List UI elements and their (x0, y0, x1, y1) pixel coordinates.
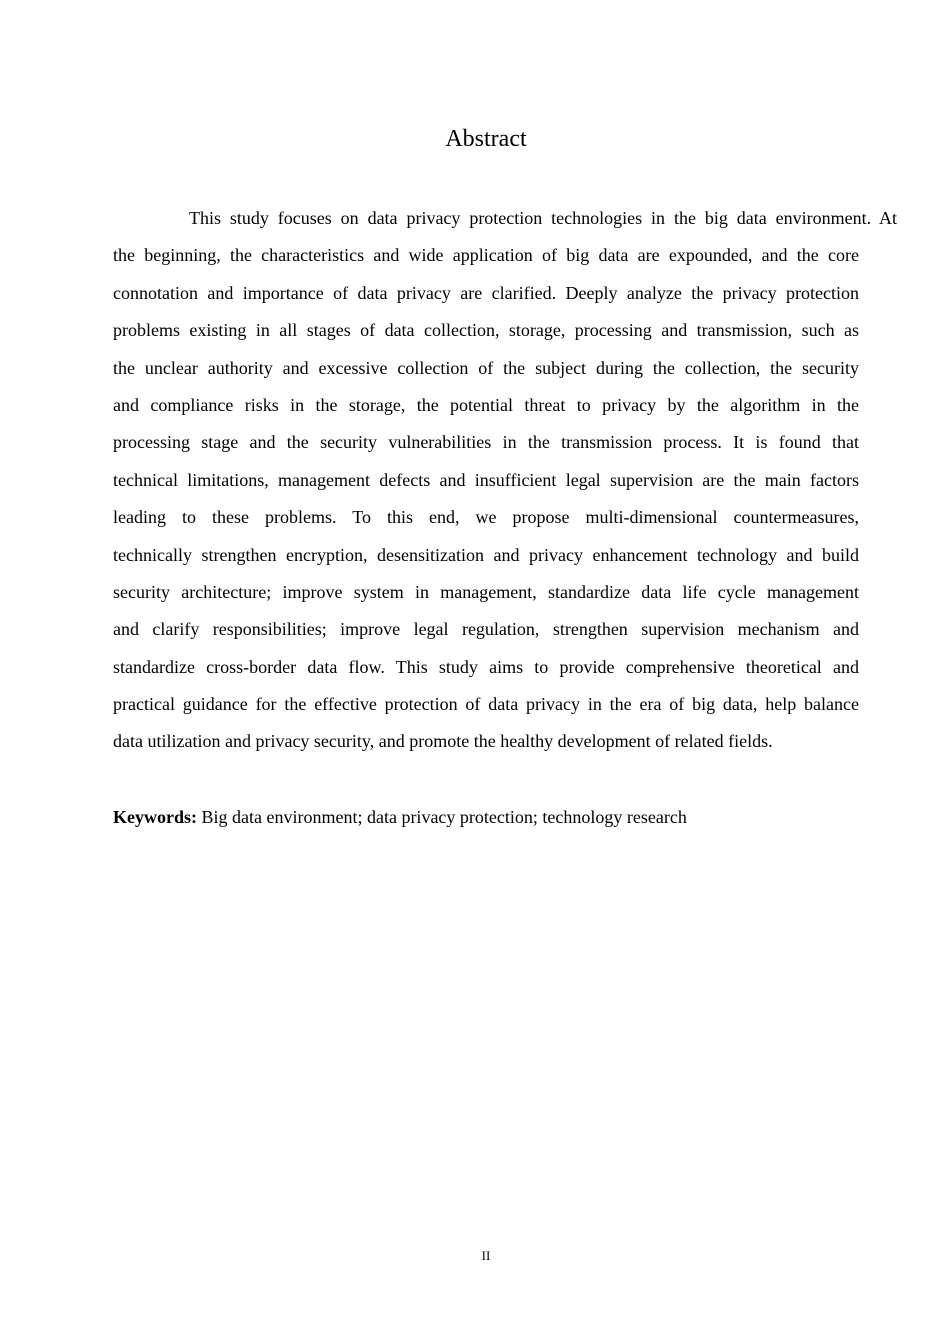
abstract-line: the beginning, the characteristics and wide application of big data are expounded, and the core (113, 245, 859, 266)
page-title: Abstract (445, 126, 527, 152)
abstract-line: standardize cross-border data flow. This study aims to provide comprehensive theoretical and (113, 656, 859, 677)
abstract-line: data utilization and privacy security, and promote the healthy development of related fields. (113, 731, 773, 752)
page-number: II (481, 1248, 491, 1263)
abstract-line: problems existing in all stages of data collection, storage, processing and transmission, such as (113, 320, 859, 341)
abstract-line: technical limitations, management defects and insufficient legal supervision are the main factors (113, 469, 859, 490)
abstract-line: technically strengthen encryption, desensitization and privacy enhancement technology and build (113, 544, 859, 565)
abstract-body (113, 200, 897, 761)
abstract-line: processing stage and the security vulnerabilities in the transmission process. It is found that (113, 432, 859, 453)
abstract-line: security architecture; improve system in management, standardize data life cycle management (113, 581, 859, 602)
abstract-line: the unclear authority and excessive collection of the subject during the collection, the security (113, 357, 859, 378)
abstract-line: practical guidance for the effective protection of data privacy in the era of big data, help balance (113, 694, 859, 715)
keywords (113, 804, 687, 830)
abstract-line: leading to these problems. To this end, we propose multi-dimensional countermeasures, (113, 507, 859, 528)
abstract-line: This study focuses on data privacy protection technologies in the big data environment. At (189, 208, 897, 228)
abstract-line: connotation and importance of data privacy are clarified. Deeply analyze the privacy protection (113, 282, 859, 303)
keywords-label: Keywords: (113, 807, 197, 827)
abstract-line: and compliance risks in the storage, the potential threat to privacy by the algorithm in the (113, 394, 859, 415)
abstract-line: and clarify responsibilities; improve legal regulation, strengthen supervision mechanism and (113, 619, 859, 640)
keywords-text: Big data environment; data privacy protection; technology research (197, 807, 687, 827)
